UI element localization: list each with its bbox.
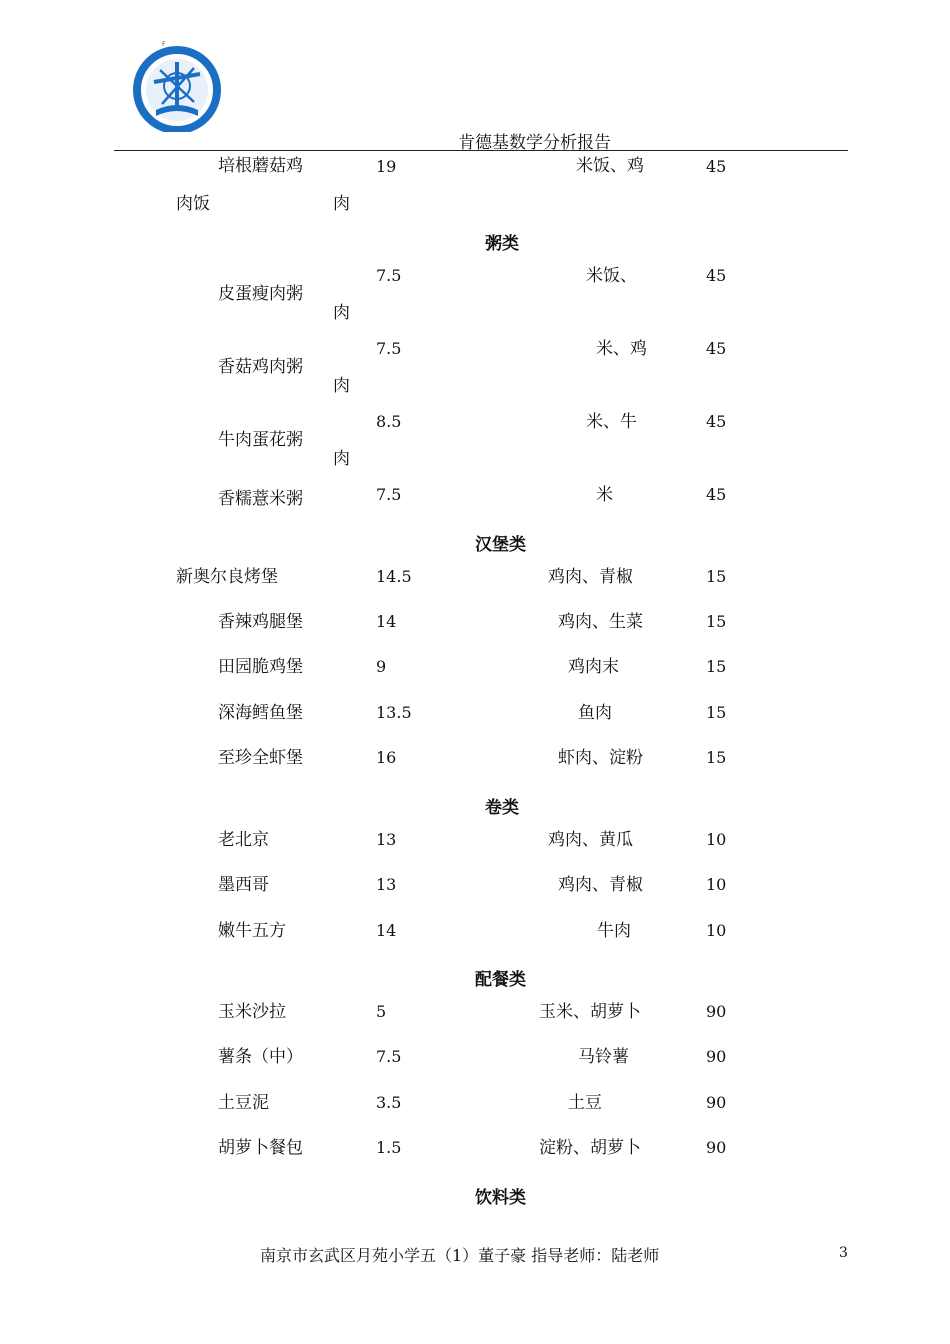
item-count: 90 [706,1002,727,1021]
item-name-continued: 肉饭 [176,194,210,214]
item-name: 培根蘑菇鸡 [218,156,303,176]
section-heading-burgers: 汉堡类 [475,535,526,555]
item-count: 15 [706,748,727,767]
item-ingredients: 马铃薯 [578,1047,629,1067]
item-name: 玉米沙拉 [218,1002,286,1022]
section-heading-wraps: 卷类 [485,798,519,818]
item-name: 深海鳕鱼堡 [218,703,303,723]
item-name: 老北京 [218,830,269,850]
item-ingredients: 玉米、胡萝卜 [539,1002,641,1022]
page-footer: 南京市玄武区月苑小学五（1）董子豪 指导老师：陆老师 [260,1246,660,1265]
item-price: 16 [376,748,397,767]
item-price: 13 [376,875,397,894]
item-price: 3.5 [376,1093,402,1112]
school-logo [132,40,222,132]
svg-text:F: F [162,41,166,48]
section-heading-porridge: 粥类 [485,234,519,254]
item-ingredients-continued: 肉 [333,303,350,323]
item-count: 10 [706,875,727,894]
item-price: 7.5 [376,339,402,358]
item-name: 嫩牛五方 [218,921,286,941]
section-heading-drinks: 饮料类 [475,1188,526,1208]
item-name: 牛肉蛋花粥 [218,430,303,450]
item-price: 14 [376,921,397,940]
item-count: 10 [706,830,727,849]
item-name: 田园脆鸡堡 [218,657,303,677]
item-price: 5 [376,1002,387,1021]
item-ingredients: 虾肉、淀粉 [558,748,643,768]
item-count: 10 [706,921,727,940]
item-count: 45 [706,339,727,358]
item-count: 45 [706,157,727,176]
item-ingredients: 米、鸡 [596,339,647,359]
item-count: 15 [706,612,727,631]
item-ingredients: 鸡肉、生菜 [558,612,643,632]
item-count: 90 [706,1047,727,1066]
item-ingredients: 淀粉、胡萝卜 [539,1138,641,1158]
item-ingredients-continued: 肉 [333,449,350,469]
item-price: 7.5 [376,485,402,504]
section-heading-sides: 配餐类 [475,970,526,990]
item-ingredients: 鸡肉末 [568,657,619,677]
item-ingredients: 鸡肉、黄瓜 [548,830,633,850]
item-count: 45 [706,412,727,431]
item-ingredients: 鱼肉 [578,703,612,723]
item-ingredients: 米、牛 [586,412,637,432]
item-ingredients: 米饭、 [586,266,637,286]
item-name: 香糯薏米粥 [218,489,303,509]
item-name: 皮蛋瘦肉粥 [218,284,303,304]
item-price: 19 [376,157,397,176]
item-name: 胡萝卜餐包 [218,1138,303,1158]
item-name: 薯条（中） [218,1047,303,1067]
item-count: 15 [706,703,727,722]
item-ingredients: 鸡肉、青椒 [558,875,643,895]
item-count: 45 [706,485,727,504]
item-price: 8.5 [376,412,402,431]
item-ingredients-continued: 肉 [333,194,350,214]
item-count: 15 [706,657,727,676]
item-price: 1.5 [376,1138,402,1157]
report-title: 肯德基数学分析报告 [458,133,611,153]
item-name: 墨西哥 [218,875,269,895]
item-ingredients: 鸡肉、青椒 [548,567,633,587]
item-price: 14 [376,612,397,631]
item-price: 7.5 [376,1047,402,1066]
item-name: 至珍全虾堡 [218,748,303,768]
item-ingredients-continued: 肉 [333,376,350,396]
item-ingredients: 土豆 [568,1093,602,1113]
item-name: 香菇鸡肉粥 [218,357,303,377]
item-ingredients: 牛肉 [597,921,631,941]
item-ingredients: 米饭、鸡 [576,156,644,176]
page-number: 3 [839,1245,848,1261]
item-ingredients: 米 [596,485,613,505]
item-count: 15 [706,567,727,586]
item-price: 14.5 [376,567,412,586]
item-count: 90 [706,1138,727,1157]
item-count: 45 [706,266,727,285]
item-price: 13 [376,830,397,849]
item-price: 9 [376,657,387,676]
item-price: 7.5 [376,266,402,285]
item-name: 新奥尔良烤堡 [176,567,278,587]
item-name: 土豆泥 [218,1093,269,1113]
header-divider [114,150,848,151]
item-count: 90 [706,1093,727,1112]
item-price: 13.5 [376,703,412,722]
item-name: 香辣鸡腿堡 [218,612,303,632]
